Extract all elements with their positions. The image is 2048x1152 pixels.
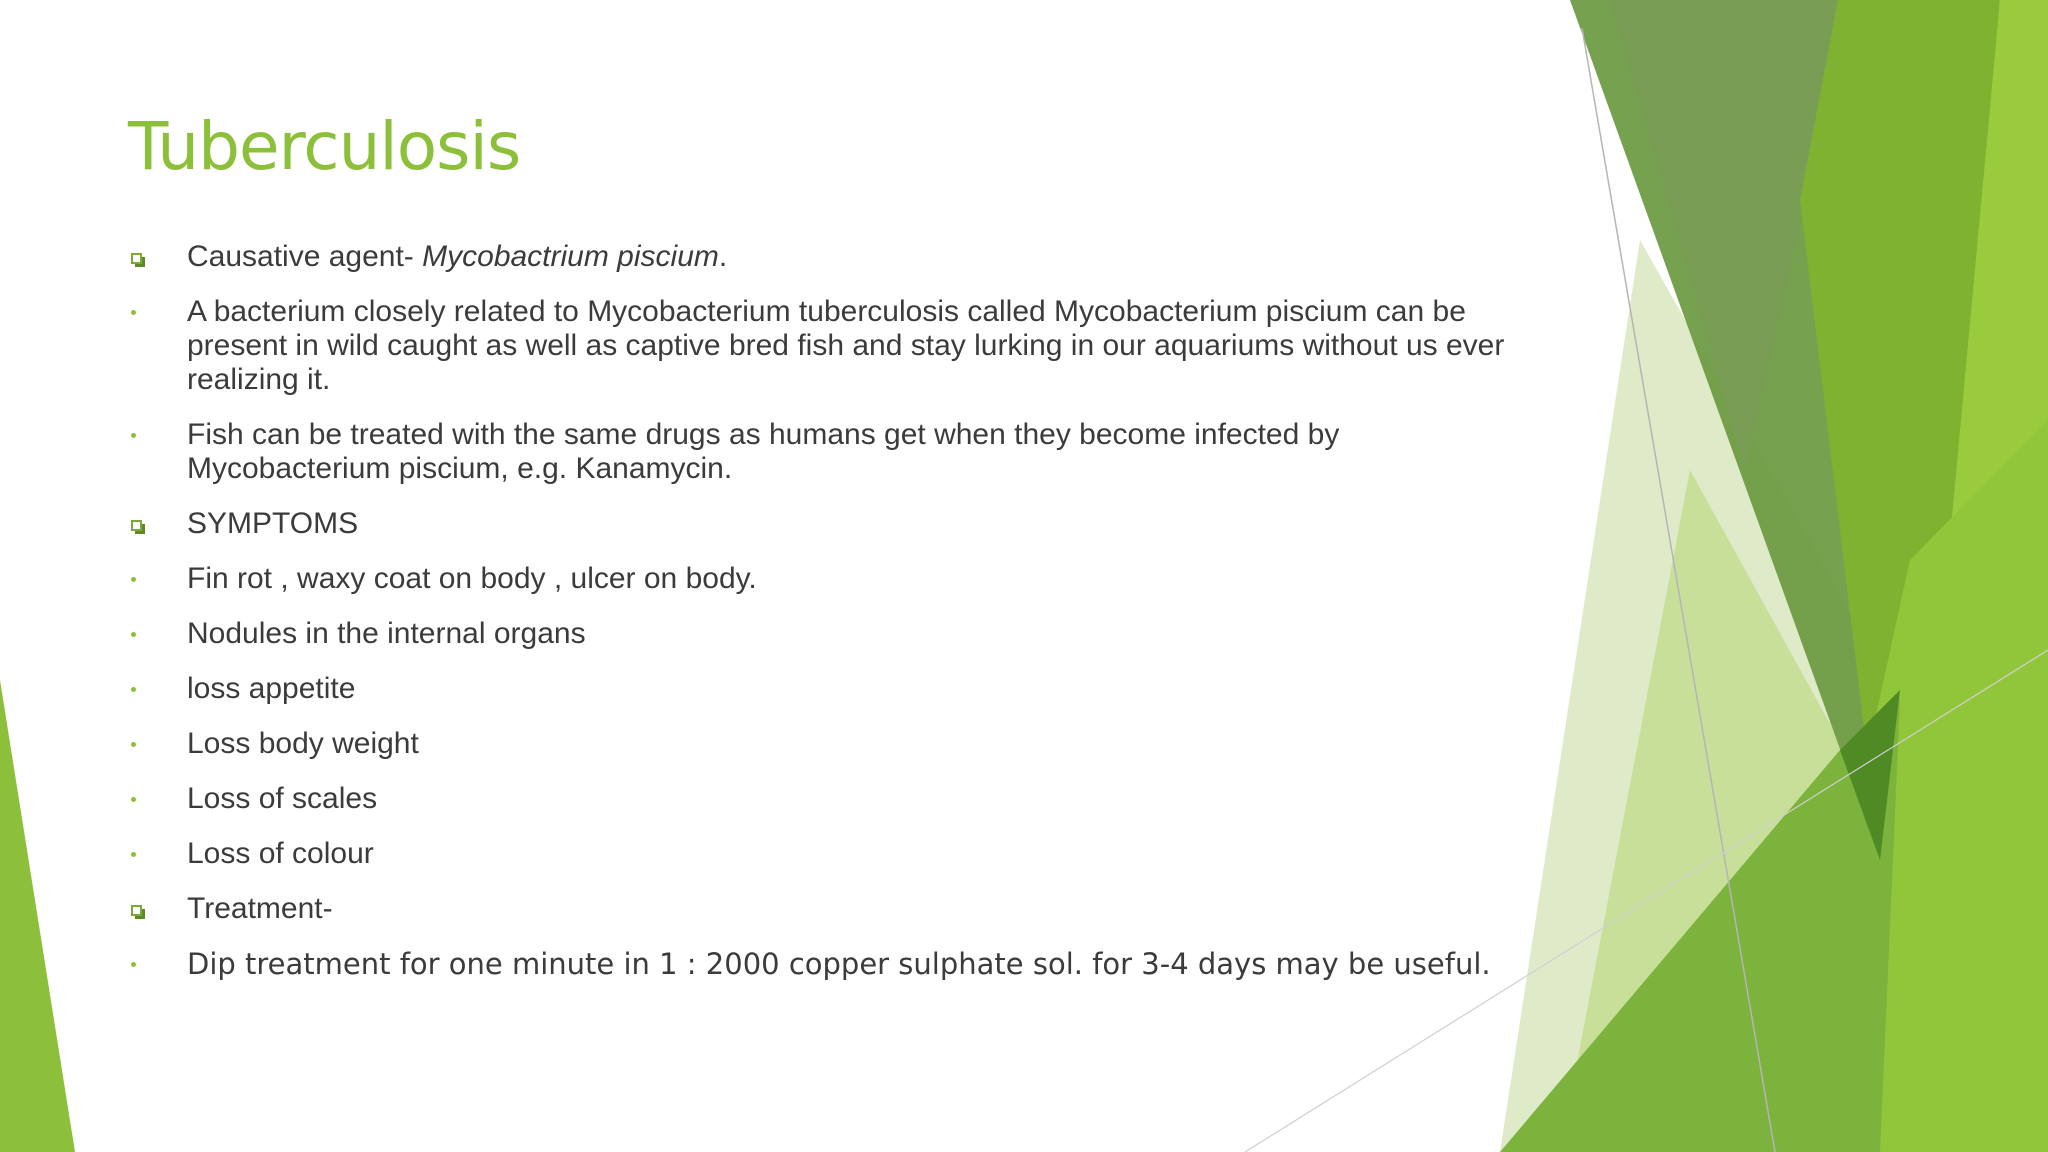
dot-bullet-icon: [128, 672, 152, 706]
bullet-fin-rot: [128, 562, 1548, 596]
bullet-loss-of-scales: [128, 782, 1548, 816]
dot-bullet-icon: [128, 562, 152, 596]
slide-title: Tuberculosis: [128, 108, 521, 185]
left-green-sliver: [0, 680, 75, 1152]
bullet-text: Nodules in the internal organs: [187, 617, 586, 650]
bullet-text: Dip treatment for one minute in 1 : 2000 copper sulphate sol. for 3-4 days may be useful.: [187, 947, 1491, 981]
bullet-loss-body-weight: [128, 727, 1548, 761]
dot-bullet-icon: [128, 295, 152, 329]
bullet-text: Loss body weight: [187, 727, 419, 760]
bullet-treatment-heading: [128, 892, 1548, 926]
box-bullet-icon: [128, 507, 152, 541]
bullet-text: SYMPTOMS: [187, 507, 359, 540]
bullet-italic-text: Mycobactrium piscium: [422, 240, 719, 273]
bullet-loss-appetite: [128, 672, 1548, 706]
bullet-symptoms-heading: [128, 507, 1548, 541]
bullet-text: Treatment-: [187, 892, 333, 925]
bullet-loss-of-colour: [128, 837, 1548, 871]
bullet-text: Fish can be treated with the same drugs as humans get when they become infected by Mycobacterium piscium, e.g. Kanamycin.: [187, 418, 1340, 485]
box-bullet-icon: [128, 892, 152, 926]
box-bullet-icon: [128, 240, 152, 274]
bullet-text: Causative agent-: [187, 240, 423, 273]
dot-bullet-icon: [128, 617, 152, 651]
dot-bullet-icon: [128, 782, 152, 816]
bullet-treatment-drugs: [128, 418, 1548, 486]
bullet-text: A bacterium closely related to Mycobacterium tuberculosis called Mycobacterium piscium can be present in wild caught as well as captive bred fish and stay lurking in our aquariums without us ever realizing it.: [187, 295, 1505, 396]
dot-bullet-icon: [128, 947, 152, 981]
bullet-text: Fin rot , waxy coat on body , ulcer on body.: [187, 562, 757, 595]
dot-bullet-icon: [128, 727, 152, 761]
bullet-dip-treatment: [128, 947, 1548, 981]
bullet-causative-agent: [128, 240, 1548, 274]
bullet-text: Loss of scales: [187, 782, 378, 815]
bullet-list: [128, 240, 1548, 1002]
dot-bullet-icon: [128, 837, 152, 871]
dot-bullet-icon: [128, 418, 152, 452]
bullet-text: loss appetite: [187, 672, 356, 705]
bullet-bacterium-description: [128, 295, 1548, 397]
bullet-suffix: .: [718, 240, 728, 273]
bullet-text: Loss of colour: [187, 837, 374, 870]
bullet-nodules: [128, 617, 1548, 651]
